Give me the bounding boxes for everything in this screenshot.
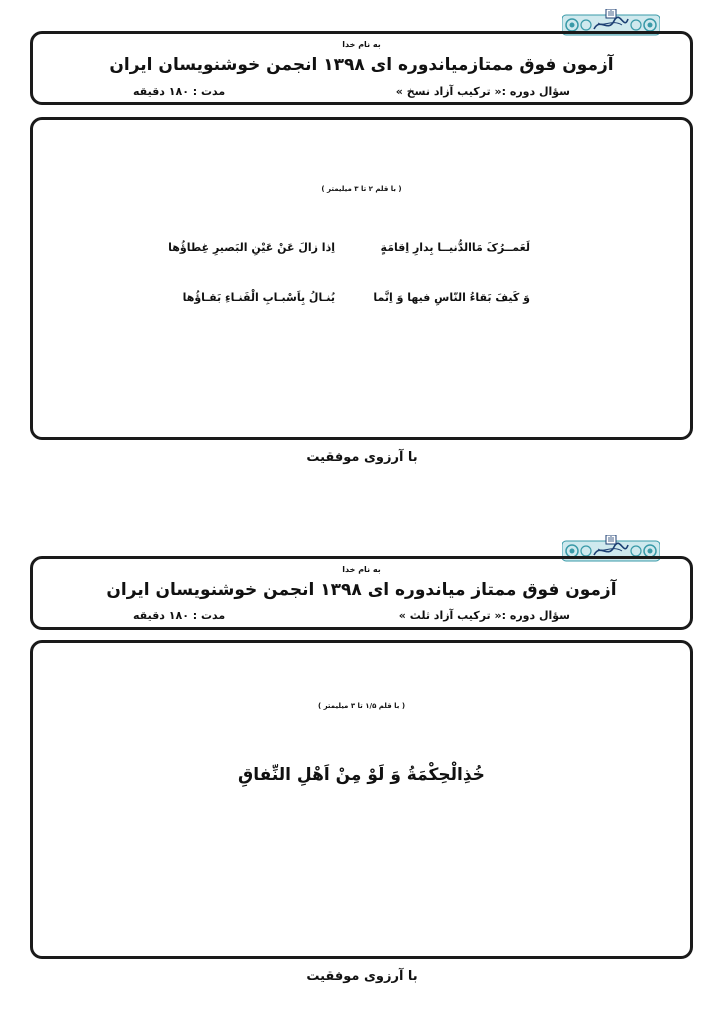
- good-luck-note-2: با آرزوی موفقیت: [306, 969, 418, 984]
- verse-1-right-hemistich: لَعَمــرُکَ مَاالدُّنیــا بِدارِ اِقامَةٍ: [380, 241, 530, 254]
- verse-2-left-hemistich: یُنـالُ بِاَسْبـابِ الْفَنـاءِ بَقـاؤُها: [182, 291, 335, 304]
- exam-duration-1: مدت : ۱۸۰ دقیقه: [133, 85, 226, 98]
- pen-size-note-2: ( با قلم ۱/۵ تا ۳ میلیمتر ): [317, 702, 406, 710]
- exam-subject-1: سؤال دوره :« ترکیب آزاد نسخ »: [395, 85, 570, 98]
- exam-header-box-1: [30, 31, 693, 105]
- exam-duration-2: مدت : ۱۸۰ دقیقه: [133, 609, 226, 622]
- bismillah-1: به نام خدا: [342, 40, 381, 49]
- exam-title-1: آزمون فوق ممتازمیاندوره ای ۱۳۹۸ انجمن خوشنویسان ایران: [109, 55, 614, 75]
- exam-question-box-1: [30, 117, 693, 440]
- exam-header-box-2: [30, 556, 693, 630]
- good-luck-note-1: با آرزوی موفقیت: [306, 450, 418, 465]
- verse-1-left-hemistich: اِذا زالَ عَنْ عَیْنِ البَصیرِ غِطاؤُها: [168, 241, 335, 254]
- calligraphy-phrase: خُذِالْحِکْمَةُ وَ لَوْ مِنْ اَهْلِ النِّفاقِ: [238, 765, 485, 785]
- verse-2-right-hemistich: وَ کَیفَ بَقاءُ النّاسِ فیها وَ اِنَّما: [373, 291, 530, 304]
- exam-subject-2: سؤال دوره :« ترکیب آزاد ثلث »: [398, 609, 570, 622]
- exam-question-box-2: [30, 640, 693, 959]
- bismillah-2: به نام خدا: [342, 565, 381, 574]
- exam-title-2: آزمون فوق ممتاز میاندوره ای ۱۳۹۸ انجمن خوشنویسان ایران: [106, 580, 617, 600]
- pen-size-note-1: ( با قلم ۲ تا ۳ میلیمتر ): [321, 185, 402, 193]
